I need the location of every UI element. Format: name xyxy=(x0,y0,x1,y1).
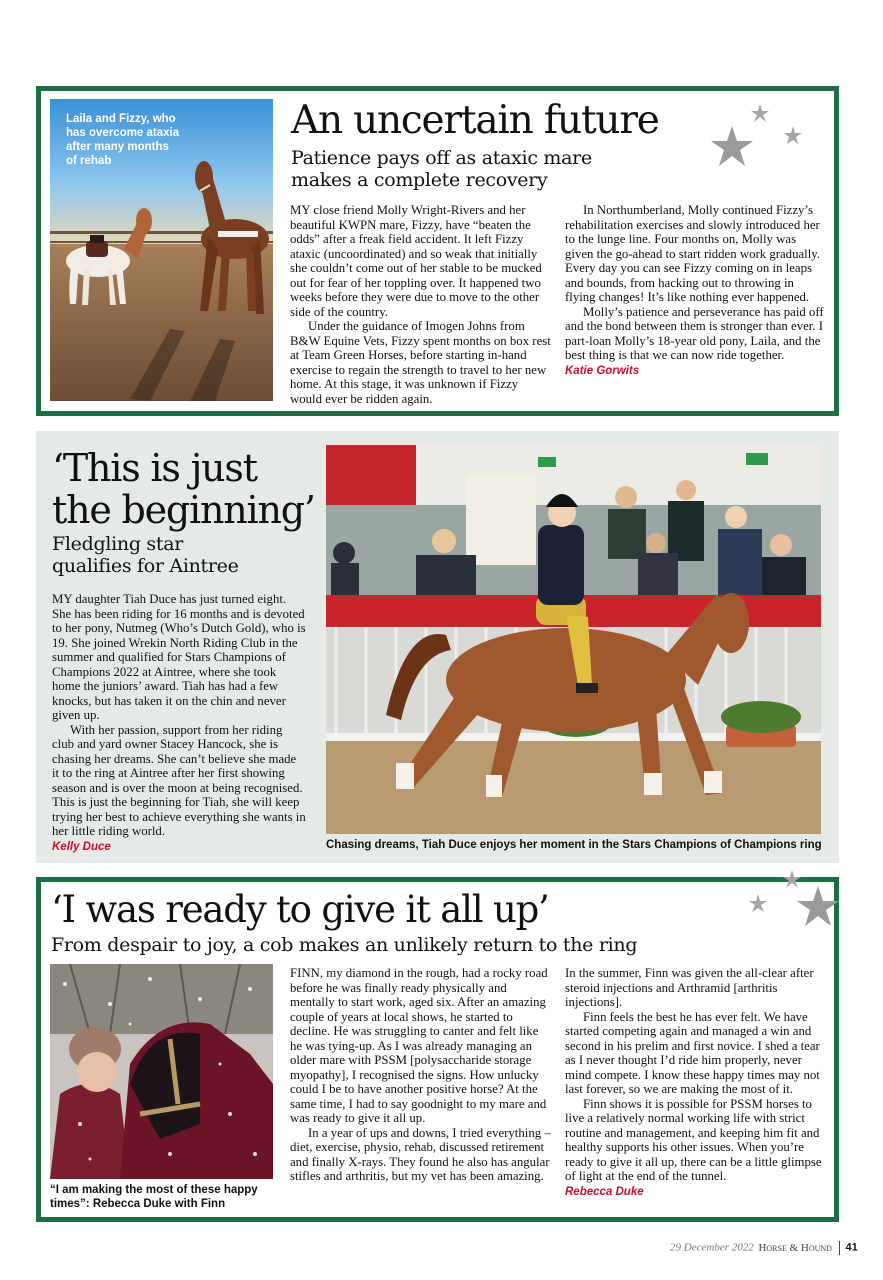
headline-uncertain-future: An uncertain future xyxy=(291,98,659,143)
paragraph: MY close friend Molly Wright-Rivers and her beautiful KWPN mare, Fizzy, have “beaten the odds” after a freak field accident. It left Fizzy ataxic (uncoordinated) and so weak that initially she couldn’t come out of her stable to be mucked out for fear of her toppling over. It happened two weeks before they were due to move to the other side of the country. xyxy=(290,203,542,319)
byline: Katie Gorwits xyxy=(565,364,640,377)
decorative-stars-1 xyxy=(700,98,810,178)
star-icon xyxy=(797,886,839,926)
photo-caption-tiah-duce: Chasing dreams, Tiah Duce enjoys her moment in the Stars Champions of Champions ring xyxy=(326,839,822,851)
photo-caption-laila-fizzy xyxy=(66,112,266,168)
standfirst-ready-to-give-up: From despair to joy, a cob makes an unlikely return to the ring xyxy=(51,934,638,956)
story1-column-1 xyxy=(290,203,552,406)
star-icon xyxy=(711,126,753,166)
footer-divider xyxy=(839,1241,840,1255)
paragraph: Molly’s patience and perseverance has paid off and the bond between them is stronger than ever. I part-loan Molly’s 18-year old pony, Laila, and the best thing is that we can now ride together. xyxy=(565,304,824,362)
photo-laila-and-fizzy xyxy=(50,99,273,401)
page-number: 41 xyxy=(845,1241,858,1254)
page-footer xyxy=(670,1241,858,1255)
caption-line: of rehab xyxy=(66,155,112,167)
paragraph: Finn feels the best he has ever felt. We have started competing again and managed a win and second in his prelim and first novice. I shed a tear as I never thought I’d ride him properly, never mind compete. I know these happy times may not last forever, so we are making the most of it. xyxy=(565,1009,820,1096)
paragraph: In a year of ups and downs, I tried everything – diet, exercise, physio, rehab, discussed retirement and finally X-rays. They found he also has angular stifles and arthritis, but my vet has been amazing. xyxy=(290,1125,551,1183)
standfirst-line: Fledgling star xyxy=(52,533,184,555)
star-icon xyxy=(749,894,767,912)
paragraph: In the summer, Finn was given the all-clear after steroid injections and Arthramid [arthritis injections]. xyxy=(565,966,814,1009)
paragraph: In Northumberland, Molly continued Fizzy’s rehabilitation exercises and slowly introduced her to the lunge line. Four months on, Molly was given the go-ahead to start ridden work gradually. Every day you can see Fizzy coming on in leaps and bounds, from hacking out to throwing in flying changes! It’s like nothing ever happened. xyxy=(565,203,821,304)
caption-line: after many months xyxy=(66,141,169,153)
byline: Rebecca Duke xyxy=(565,1185,644,1198)
pony-show-ring-illustration xyxy=(326,445,821,834)
headline-line: the beginning’ xyxy=(52,488,315,532)
footer-date: 29 December 2022 xyxy=(670,1241,754,1254)
star-icon xyxy=(783,870,801,888)
headline-just-the-beginning xyxy=(52,447,315,531)
photo-rebecca-duke-with-finn xyxy=(50,964,273,1179)
paragraph: With her passion, support from her riding club and yard owner Stacey Hancock, she is chasing her dreams. She can’t believe she made it to the ring at Aintree after her first showing season and is over the moon at being recognised. This is just the beginning for Tiah, she will keep trying her best to achieve everything she wants in her little riding world. xyxy=(52,722,306,838)
paragraph: Under the guidance of Imogen Johns from B&W Equine Vets, Fizzy spent months on box rest at Team Green Horses, before starting in-hand exercise to regain the strength to travel to her new home. At this stage, it was unknown if Fizzy would ever be ridden again. xyxy=(290,319,551,406)
photo-caption-rebecca-duke: “I am making the most of these happy times”: Rebecca Duke with Finn xyxy=(50,1184,258,1210)
paragraph: Finn shows it is possible for PSSM horses to live a relatively normal working life with strict routine and management, and keeping him fit and healthy supports his other issues. When you’re ready to give it all up, there can be a little glimpse of light at the end of the tunnel. xyxy=(565,1096,822,1183)
headline-line: ‘This is just xyxy=(52,446,257,490)
standfirst-uncertain-future xyxy=(291,147,592,192)
star-icon xyxy=(784,126,802,144)
footer-magazine: Horse & Hound xyxy=(758,1241,832,1254)
paragraph: FINN, my diamond in the rough, had a rocky road before he was finally ready physically and mentally to start work, aged six. After an amazing couple of years at local shows, he started to decline. He was struggling to canter and felt like he was tying-up. As I was already managing an older mare with PSSM [polysaccharide storage myopathy], I recognised the signs. How unlucky could I be to have another positive horse? At the same time, I had to say goodnight to my mare and was ready to give it all up. xyxy=(290,966,548,1125)
paragraph: MY daughter Tiah Duce has just turned eight. She has been riding for 16 months and is devoted to her pony, Nutmeg (Who’s Dutch Gold), who is 19. She joined Wrekin North Riding Club in the summer and qualified for Stars Champions of Champions 2022 at Aintree, where she took home the juniors’ award. Tiah has had a few knocks, but has taken it on the chin and never given up. xyxy=(52,592,306,722)
story1-column-2 xyxy=(565,203,827,378)
caption-line: has overcome ataxia xyxy=(66,127,180,139)
snowy-portrait-illustration xyxy=(50,964,273,1179)
standfirst-line: qualifies for Aintree xyxy=(52,555,239,578)
caption-line: Laila and Fizzy, who xyxy=(66,113,176,125)
decorative-stars-3 xyxy=(740,866,850,946)
photo-tiah-duce-show-ring xyxy=(326,445,821,834)
byline: Kelly Duce xyxy=(52,840,111,853)
star-icon xyxy=(751,104,769,122)
headline-ready-to-give-up: ‘I was ready to give it all up’ xyxy=(51,888,549,931)
story3-column-2 xyxy=(565,966,827,1199)
standfirst-line: makes a complete recovery xyxy=(291,169,548,192)
standfirst-line: Patience pays off as ataxic mare xyxy=(291,147,592,169)
story3-column-1 xyxy=(290,966,552,1184)
story2-body xyxy=(52,592,306,854)
standfirst-just-the-beginning xyxy=(52,533,239,578)
